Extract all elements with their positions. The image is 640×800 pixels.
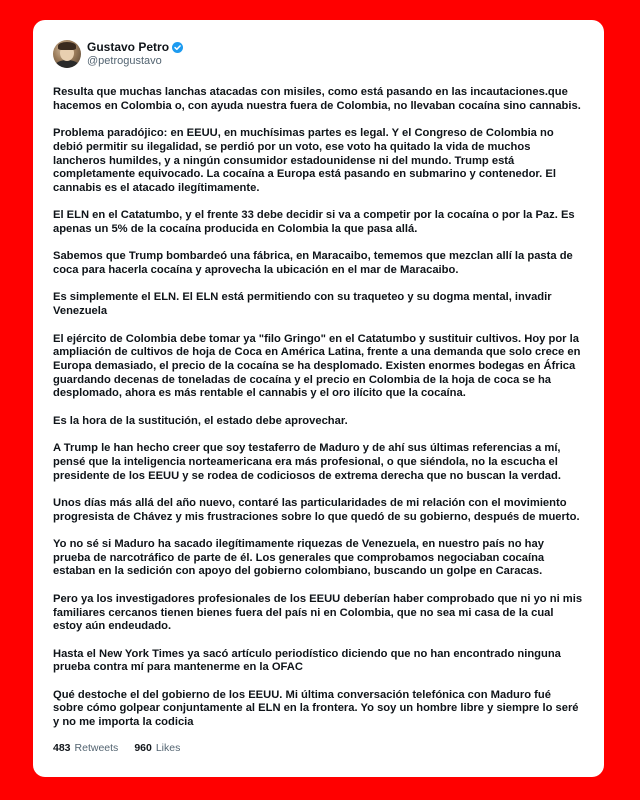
retweets-label: Retweets (74, 742, 119, 754)
tweet-stats (53, 742, 180, 754)
tweet-paragraph: Unos días más allá del año nuevo, contaré las particularidades de mi relación con el movimiento progresista de Chávez y mis frustraciones sobre lo que quedó de su gobierno, después de muerto. (53, 496, 580, 523)
likes-label: Likes (155, 742, 181, 754)
tweet-paragraph: Yo no sé si Maduro ha sacado ilegítimamente riquezas de Venezuela, en nuestro país no hay prueba de narcotráfico de parte de él. Los generales que comprobamos negociaban cocaína estaban en la sedición con apoyo del gobierno colombiano, buscando un golpe en Caracas. (53, 538, 545, 578)
tweet-paragraph: Problema paradójico: en EEUU, en muchísimas partes es legal. Y el Congreso de Colombia no debió permitir su ilegalidad, se perdió por un voto, ese voto ha quitado la vida de muchos lancheros humildes, y a ningún consumidor estadounidense ni del mundo. Trump está completamente equivocado. La cocaína a Europa está pasando en submarino y contenedor. El cannabis es el atacado ilegítimamente. (53, 127, 556, 194)
tweet-paragraph: El ELN en el Catatumbo, y el frente 33 debe decidir si va a competir por la cocaína o por la Paz. Es apenas un 5% de la cocaína producida en Colombia la que pasa allá. (53, 209, 575, 235)
tweet-paragraph: Es simplemente el ELN. El ELN está permitiendo con su traqueteo y su dogma mental, invadir Venezuela (53, 291, 552, 318)
user-handle[interactable]: @petrogustavo (87, 55, 162, 67)
tweet-paragraph: Es la hora de la sustitución, el estado debe aprovechar. (53, 414, 348, 427)
retweets-stat[interactable] (53, 742, 118, 754)
display-name[interactable]: Gustavo Petro (87, 40, 170, 54)
tweet-paragraph: Hasta el New York Times ya sacó artículo periodístico diciendo que no han encontrado ninguna prueba contra mí para mantenerme en la OFAC (53, 647, 561, 674)
tweet-paragraph: Qué destoche el del gobierno de los EEUU. Mi última conversación telefónica con Maduro fué sobre cómo golpear conjuntamente al ELN en la frontera. Yo soy un hombre libre y siempre lo seré y no me importa la codicia (53, 688, 579, 729)
avatar[interactable] (53, 40, 81, 68)
retweets-count: 483 (53, 742, 71, 754)
tweet-paragraph: Pero ya los investigadores profesionales de los EEUU deberían haber comprobado que ni yo ni mis familiares cercanos tienen bienes fuera del país ni en Colombia, que no sea mi casa de la cual estoy aún endeudado. (53, 592, 583, 633)
tweet-paragraph: A Trump le han hecho creer que soy testaferro de Maduro y de ahí sus últimas referencias a mí, pensé que la inteligencia norteamericana era más profesional, o que siéndola, no la escucha el presidente de los EEUU y se rodea de codiciosos de extrema derecha que no buscan la verdad. (53, 442, 561, 482)
likes-stat[interactable] (134, 742, 180, 754)
author-info (87, 40, 183, 68)
tweet-paragraph: Sabemos que Trump bombardeó una fábrica, en Maracaibo, tememos que mezclan allí la pasta de coca para hacerla cocaína y aprovecha la ubicación en el mar de Maracaibo. (53, 250, 573, 277)
likes-count: 960 (134, 742, 152, 754)
tweet-header (53, 36, 584, 72)
tweet-paragraph: Resulta que muchas lanchas atacadas con misiles, como está pasando en las incautaciones.que hacemos en Colombia o, con ayuda nuestra fuera de Colombia, no llevaban cocaína sino cannabis. (53, 86, 581, 112)
verified-badge-icon (172, 42, 183, 53)
tweet-card (33, 20, 604, 777)
tweet-paragraph: El ejército de Colombia debe tomar ya "filo Gringo" en el Catatumbo y sustituir cultivos. Hoy por la ampliación de cultivos de hoja de Coca en América Latina, frente a una demanda que solo crece en Europa demasiado, el precio de la cocaína se ha desplomado. Existen enormes bodegas en África guardando decenas de toneladas de cocaína y el precio en Colombia de la hoja de coca se ha desplomado, ahora es más rentable el cannabis y el oro ilícito que la cocaína. (53, 332, 581, 400)
tweet-body (53, 86, 584, 730)
